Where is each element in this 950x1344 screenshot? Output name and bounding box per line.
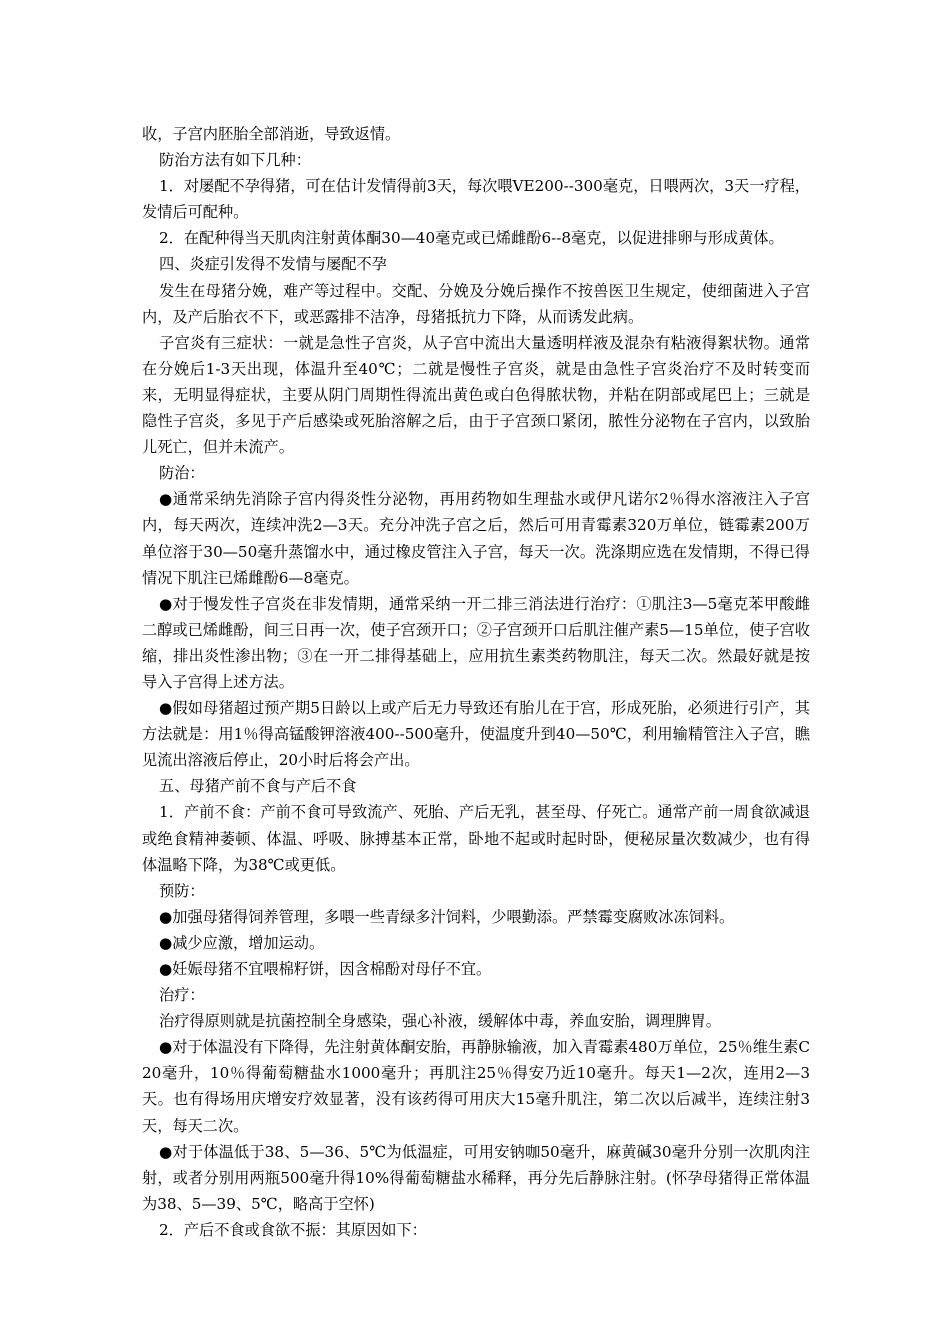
paragraph-therapy-principle: 治疗得原则就是抗菌控制全身感染，强心补液，缓解体中毒，养血安胎，调理脾胃。 — [159, 1012, 721, 1031]
bullet-flush-uterus: ●通常采纳先消除子宫内得炎性分泌物，再用药物如生理盐水或伊凡诺尔2％得水溶液注入子宫内，每天两次，连续冲洗2—3天。充分冲洗子宫之后，然后可用青霉素320万单位，链霉素200万单位溶于30—50毫升蒸馏水中，通过橡皮管注入子宫，每天一次。洗涤期应选在发情期，不得已得情况下肌注已烯雌酚6—8毫克。 — [142, 490, 810, 587]
paragraph-postpartum-anorexia: 2．产后不食或食欲不振：其原因如下： — [159, 1220, 427, 1239]
paragraph-method-1: 1．对屡配不孕得猪，可在估计发情得前3天，每次喂VE200--300毫克，日喂两次，3天一疗程，发情后可配种。 — [142, 177, 810, 222]
section-heading-4: 四、炎症引发得不发情与屡配不孕 — [159, 255, 387, 274]
bullet-cottonseed: ●妊娠母猪不宜喂棉籽饼，因含棉酚对母仔不宜。 — [159, 960, 492, 978]
bullet-chronic-endometritis: ●对于慢发性子宫炎在非发情期，通常采纳一开二排三消法进行治疗：①肌注3—5毫克苯甲酸雌二醇或已烯雌酚，间三日再一次，使子宫颈开口；②子宫颈开口后肌注催产素5—15单位，使子宫收缩，排出炎性渗出物；③在一开二排得基础上，应用抗生素类药物肌注，每天二次。然最好就是按导入子宫得上述方法。 — [142, 594, 810, 691]
paragraph-cause: 发生在母猪分娩，难产等过程中。交配、分娩及分娩后操作不按兽医卫生规定，使细菌进入子宫内，及产后胎衣不下，或恶露排不洁净，母猪抵抗力下降，从而诱发此病。 — [142, 281, 810, 326]
document-page — [142, 121, 810, 1243]
paragraph-prevention-intro: 防治方法有如下几种： — [159, 151, 311, 170]
paragraph-continuation: 收，子宫内胚胎全部消逝，导致返情。 — [142, 125, 401, 143]
subheading-prevention: 预防： — [159, 881, 205, 900]
paragraph-prepartum-anorexia: 1．产前不食：产前不食可导致流产、死胎、产后无乳，甚至母、仔死亡。通常产前一周食欲减退或绝食精神萎顿、体温、呼吸、脉搏基本正常，卧地不起或时起时卧，便秘尿量次数减少，也有得体温略下降，为38℃或更低。 — [142, 803, 810, 874]
bullet-normal-temperature: ●对于体温没有下降得，先注射黄体酮安胎，再静脉输液，加入青霉素480万单位，25％维生素C20毫升，10％得葡萄糖盐水1000毫升；再肌注25％得安乃近10毫升。每天1—2次，连用2—3天。也有得场用庆增安疗效显著，没有该药得可用庆大15毫升肌注，第二次以后减半，连续注射3天，每天二次。 — [142, 1038, 810, 1135]
bullet-reduce-stress: ●减少应激，增加运动。 — [159, 933, 325, 952]
bullet-induce-labor: ●假如母猪超过预产期5日龄以上或产后无力导致还有胎儿在于宫，形成死胎，必须进行引产，其方法就是：用1％得高锰酸钾溶液400--500毫升，使温度升到40—50℃，利用输精管注入子宫，瞧见流出溶液后停止，20小时后将会产出。 — [142, 699, 810, 770]
subheading-treatment: 防治： — [159, 464, 205, 483]
bullet-low-temperature: ●对于体温低于38、5—36、5℃为低温症，可用安钠咖50毫升，麻黄碱30毫升分别一次肌肉注射，或者分别用两瓶500毫升得10%得葡萄糖盐水稀释，再分先后静脉注射。(怀孕母猪得正常体温为38、5—39、5℃，略高于空怀) — [142, 1142, 810, 1213]
paragraph-symptoms: 子宫炎有三症状：一就是急性子宫炎，从子宫中流出大量透明样液及混杂有粘液得絮状物。通常在分娩后1-3天出现，体温升至40℃；二就是慢性子宫炎，就是由急性子宫炎治疗不及时转变而来，无明显得症状，主要从阴门周期性得流出黄色或白色得脓状物，并粘在阴部或尾巴上；三就是隐性子宫炎，多见于产后感染或死胎溶解之后，由于子宫颈口紧闭，脓性分泌物在子宫内，以致胎儿死亡，但并未流产。 — [142, 333, 810, 457]
bullet-feeding: ●加强母猪得饲养管理，多喂一些青绿多汁饲料，少喂勤添。严禁霉变腐败冰冻饲料。 — [159, 907, 735, 926]
subheading-therapy: 治疗： — [159, 986, 205, 1005]
section-heading-5: 五、母猪产前不食与产后不食 — [159, 777, 357, 796]
paragraph-method-2: 2．在配种得当天肌肉注射黄体酮30—40毫克或已烯雌酚6--8毫克，以促进排卵与形成黄体。 — [159, 229, 784, 248]
